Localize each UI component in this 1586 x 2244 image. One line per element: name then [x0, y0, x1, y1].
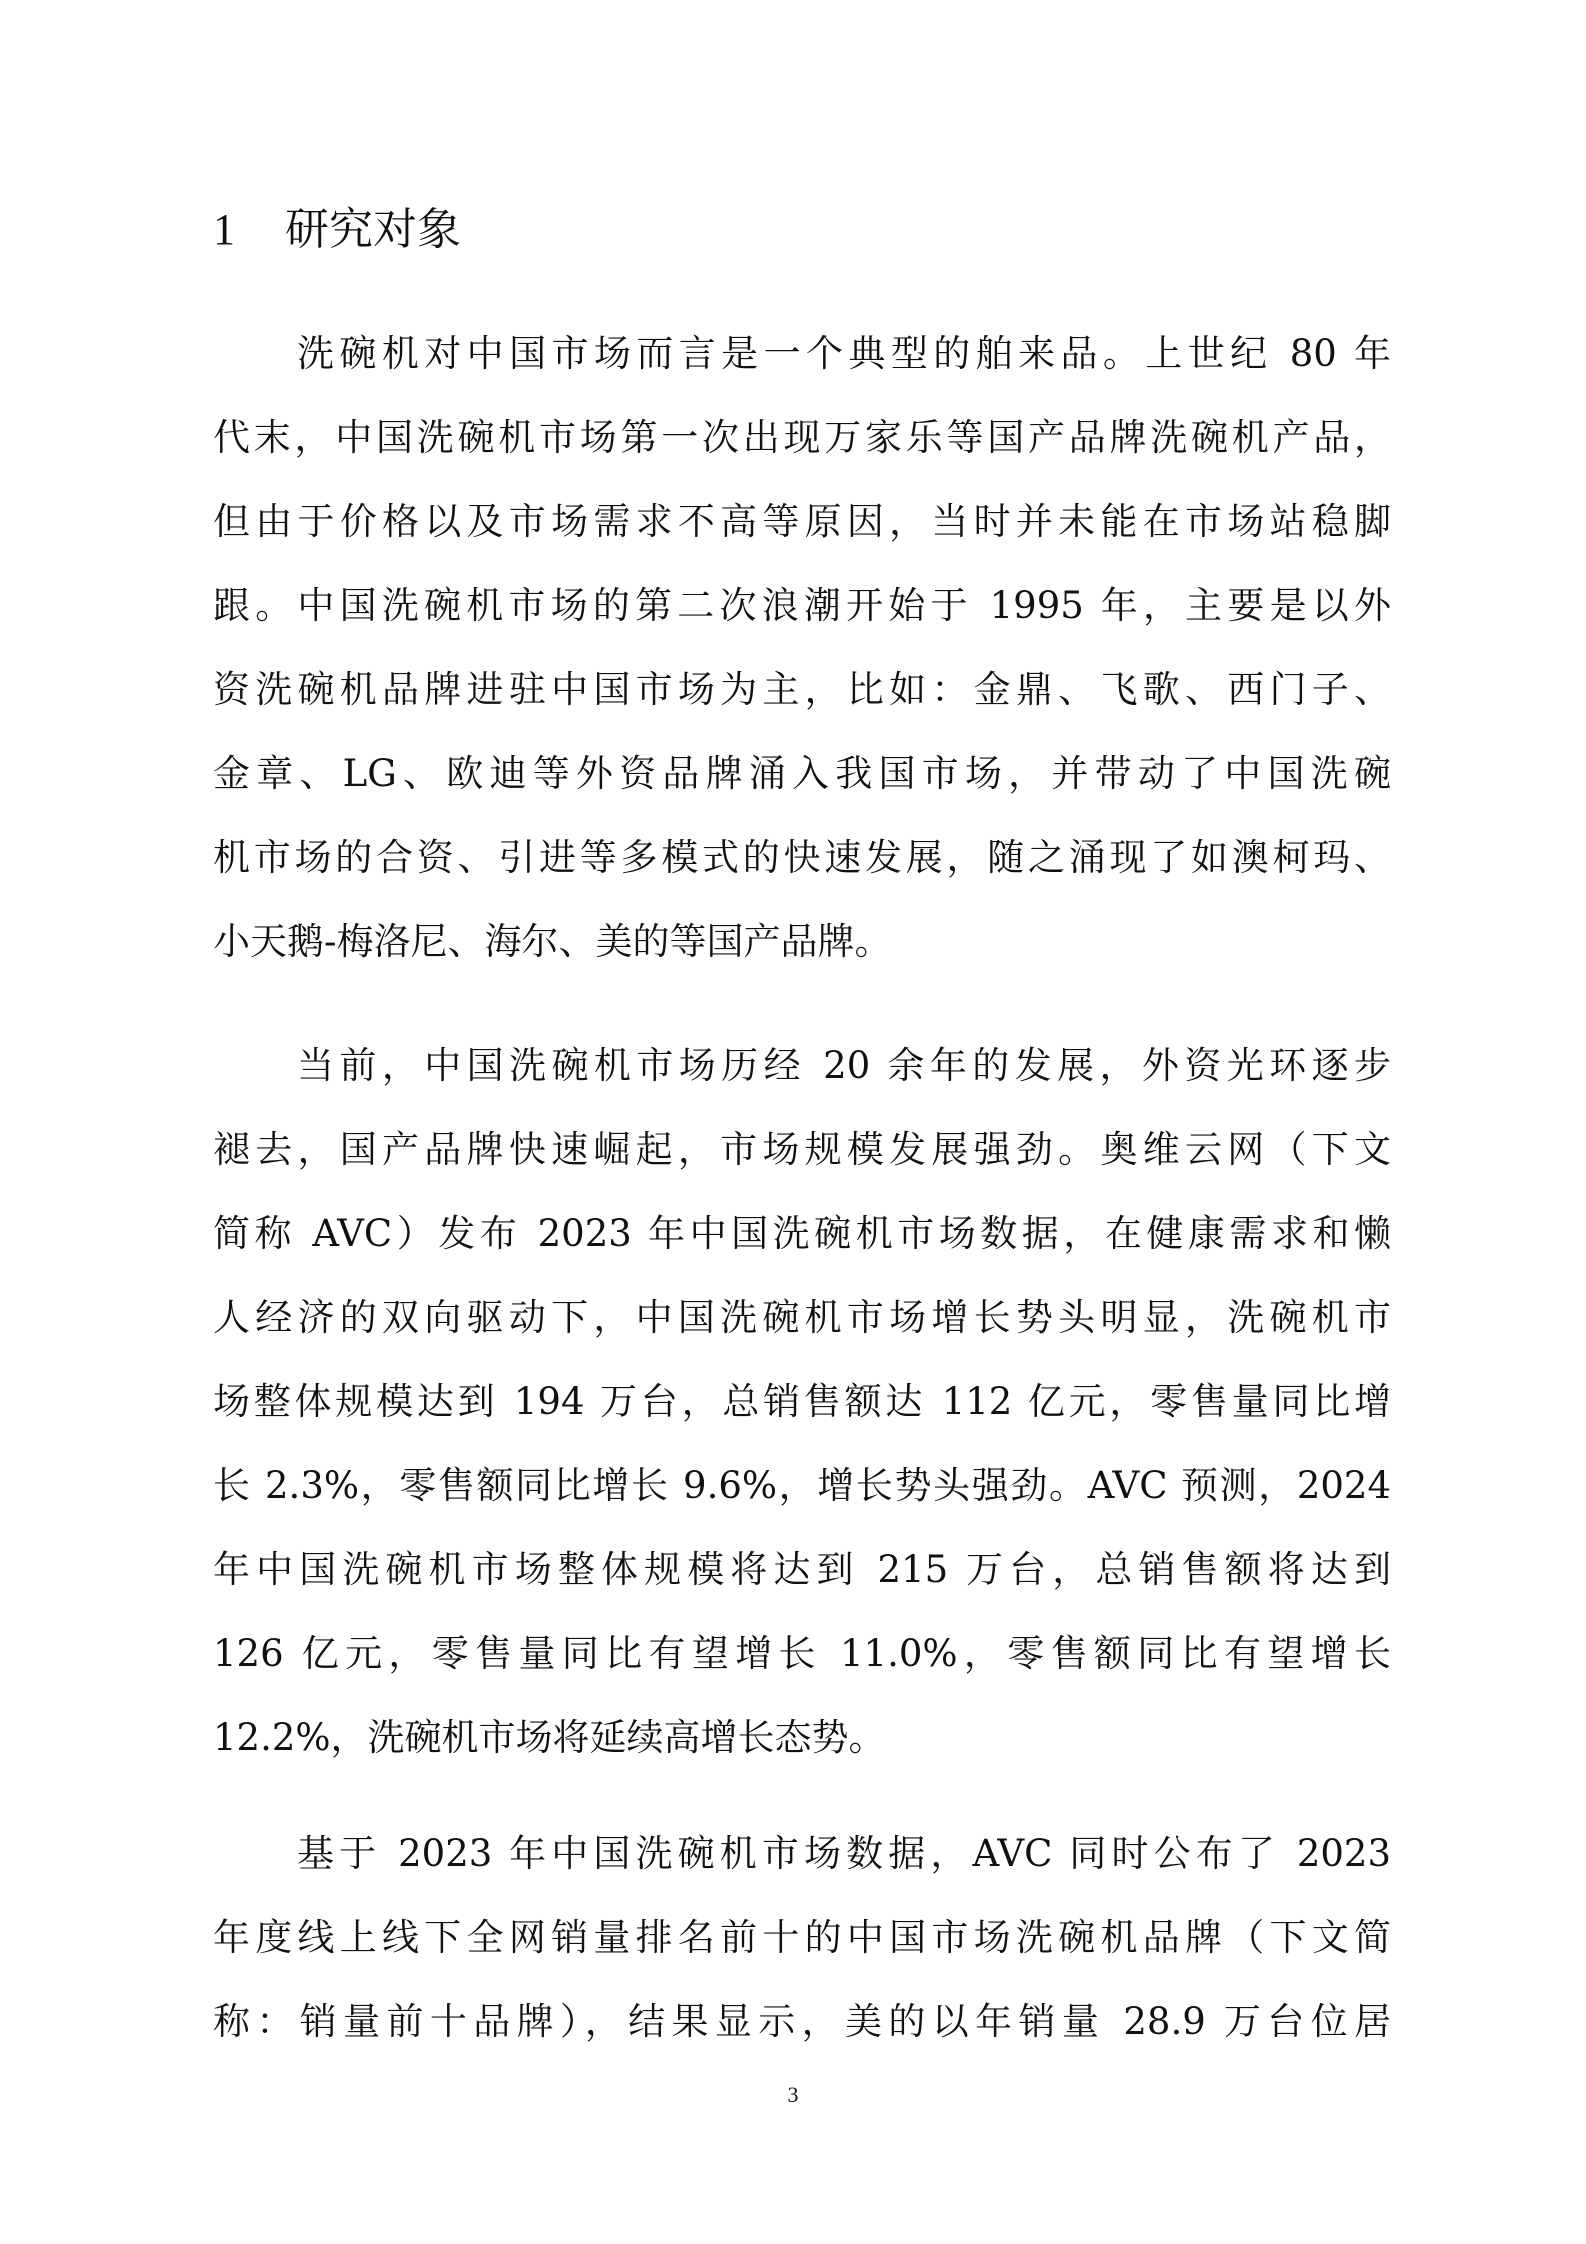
- section-title: 研究对象: [285, 204, 461, 255]
- paragraph-line: 但由于价格以及市场需求不高等原因，当时并未能在市场站稳脚: [213, 500, 1391, 543]
- paragraph-line: 跟。中国洗碗机市场的第二次浪潮开始于 1995 年，主要是以外: [213, 584, 1391, 627]
- paragraph-line: 人经济的双向驱动下，中国洗碗机市场增长势头明显，洗碗机市: [213, 1296, 1391, 1339]
- paragraph-2: [213, 1024, 1391, 1780]
- paragraph-line: 金章、LG、欧迪等外资品牌涌入我国市场，并带动了中国洗碗: [213, 752, 1391, 795]
- paragraph-line: 年度线上线下全网销量排名前十的中国市场洗碗机品牌（下文简: [213, 1916, 1391, 1959]
- paragraph-line: 褪去，国产品牌快速崛起，市场规模发展强劲。奥维云网（下文: [213, 1128, 1391, 1171]
- section-heading: [213, 200, 461, 260]
- paragraph-line: 资洗碗机品牌进驻中国市场为主，比如：金鼎、飞歌、西门子、: [213, 668, 1391, 711]
- paragraph-line: 机市场的合资、引进等多模式的快速发展，随之涌现了如澳柯玛、: [213, 836, 1391, 879]
- paragraph-3: [213, 1812, 1391, 2064]
- paragraph-line: 简称 AVC）发布 2023 年中国洗碗机市场数据，在健康需求和懒: [213, 1212, 1391, 1255]
- paragraph-line: 代末，中国洗碗机市场第一次出现万家乐等国产品牌洗碗机产品，: [213, 416, 1391, 459]
- paragraph-line: 洗碗机对中国市场而言是一个典型的舶来品。上世纪 80 年: [297, 332, 1391, 375]
- paragraph-line: 场整体规模达到 194 万台，总销售额达 112 亿元，零售量同比增: [213, 1380, 1391, 1423]
- paragraph-line: 称：销量前十品牌），结果显示，美的以年销量 28.9 万台位居: [213, 2000, 1391, 2043]
- page-number: 3: [787, 2082, 799, 2107]
- paragraph-line: 12.2%，洗碗机市场将延续高增长态势。: [213, 1716, 886, 1759]
- section-number: 1: [213, 205, 235, 254]
- paragraph-line: 基于 2023 年中国洗碗机市场数据，AVC 同时公布了 2023: [297, 1832, 1391, 1875]
- paragraph-line: 年中国洗碗机市场整体规模将达到 215 万台，总销售额将达到: [213, 1548, 1391, 1591]
- paragraph-line: 小天鹅-梅洛尼、海尔、美的等国产品牌。: [213, 920, 892, 963]
- paragraph-line: 当前，中国洗碗机市场历经 20 余年的发展，外资光环逐步: [297, 1044, 1391, 1087]
- paragraph-line: 长 2.3%，零售额同比增长 9.6%，增长势头强劲。AVC 预测，2024: [213, 1464, 1391, 1507]
- paragraph-1: [213, 312, 1391, 984]
- paragraph-line: 126 亿元，零售量同比有望增长 11.0%，零售额同比有望增长: [213, 1632, 1391, 1675]
